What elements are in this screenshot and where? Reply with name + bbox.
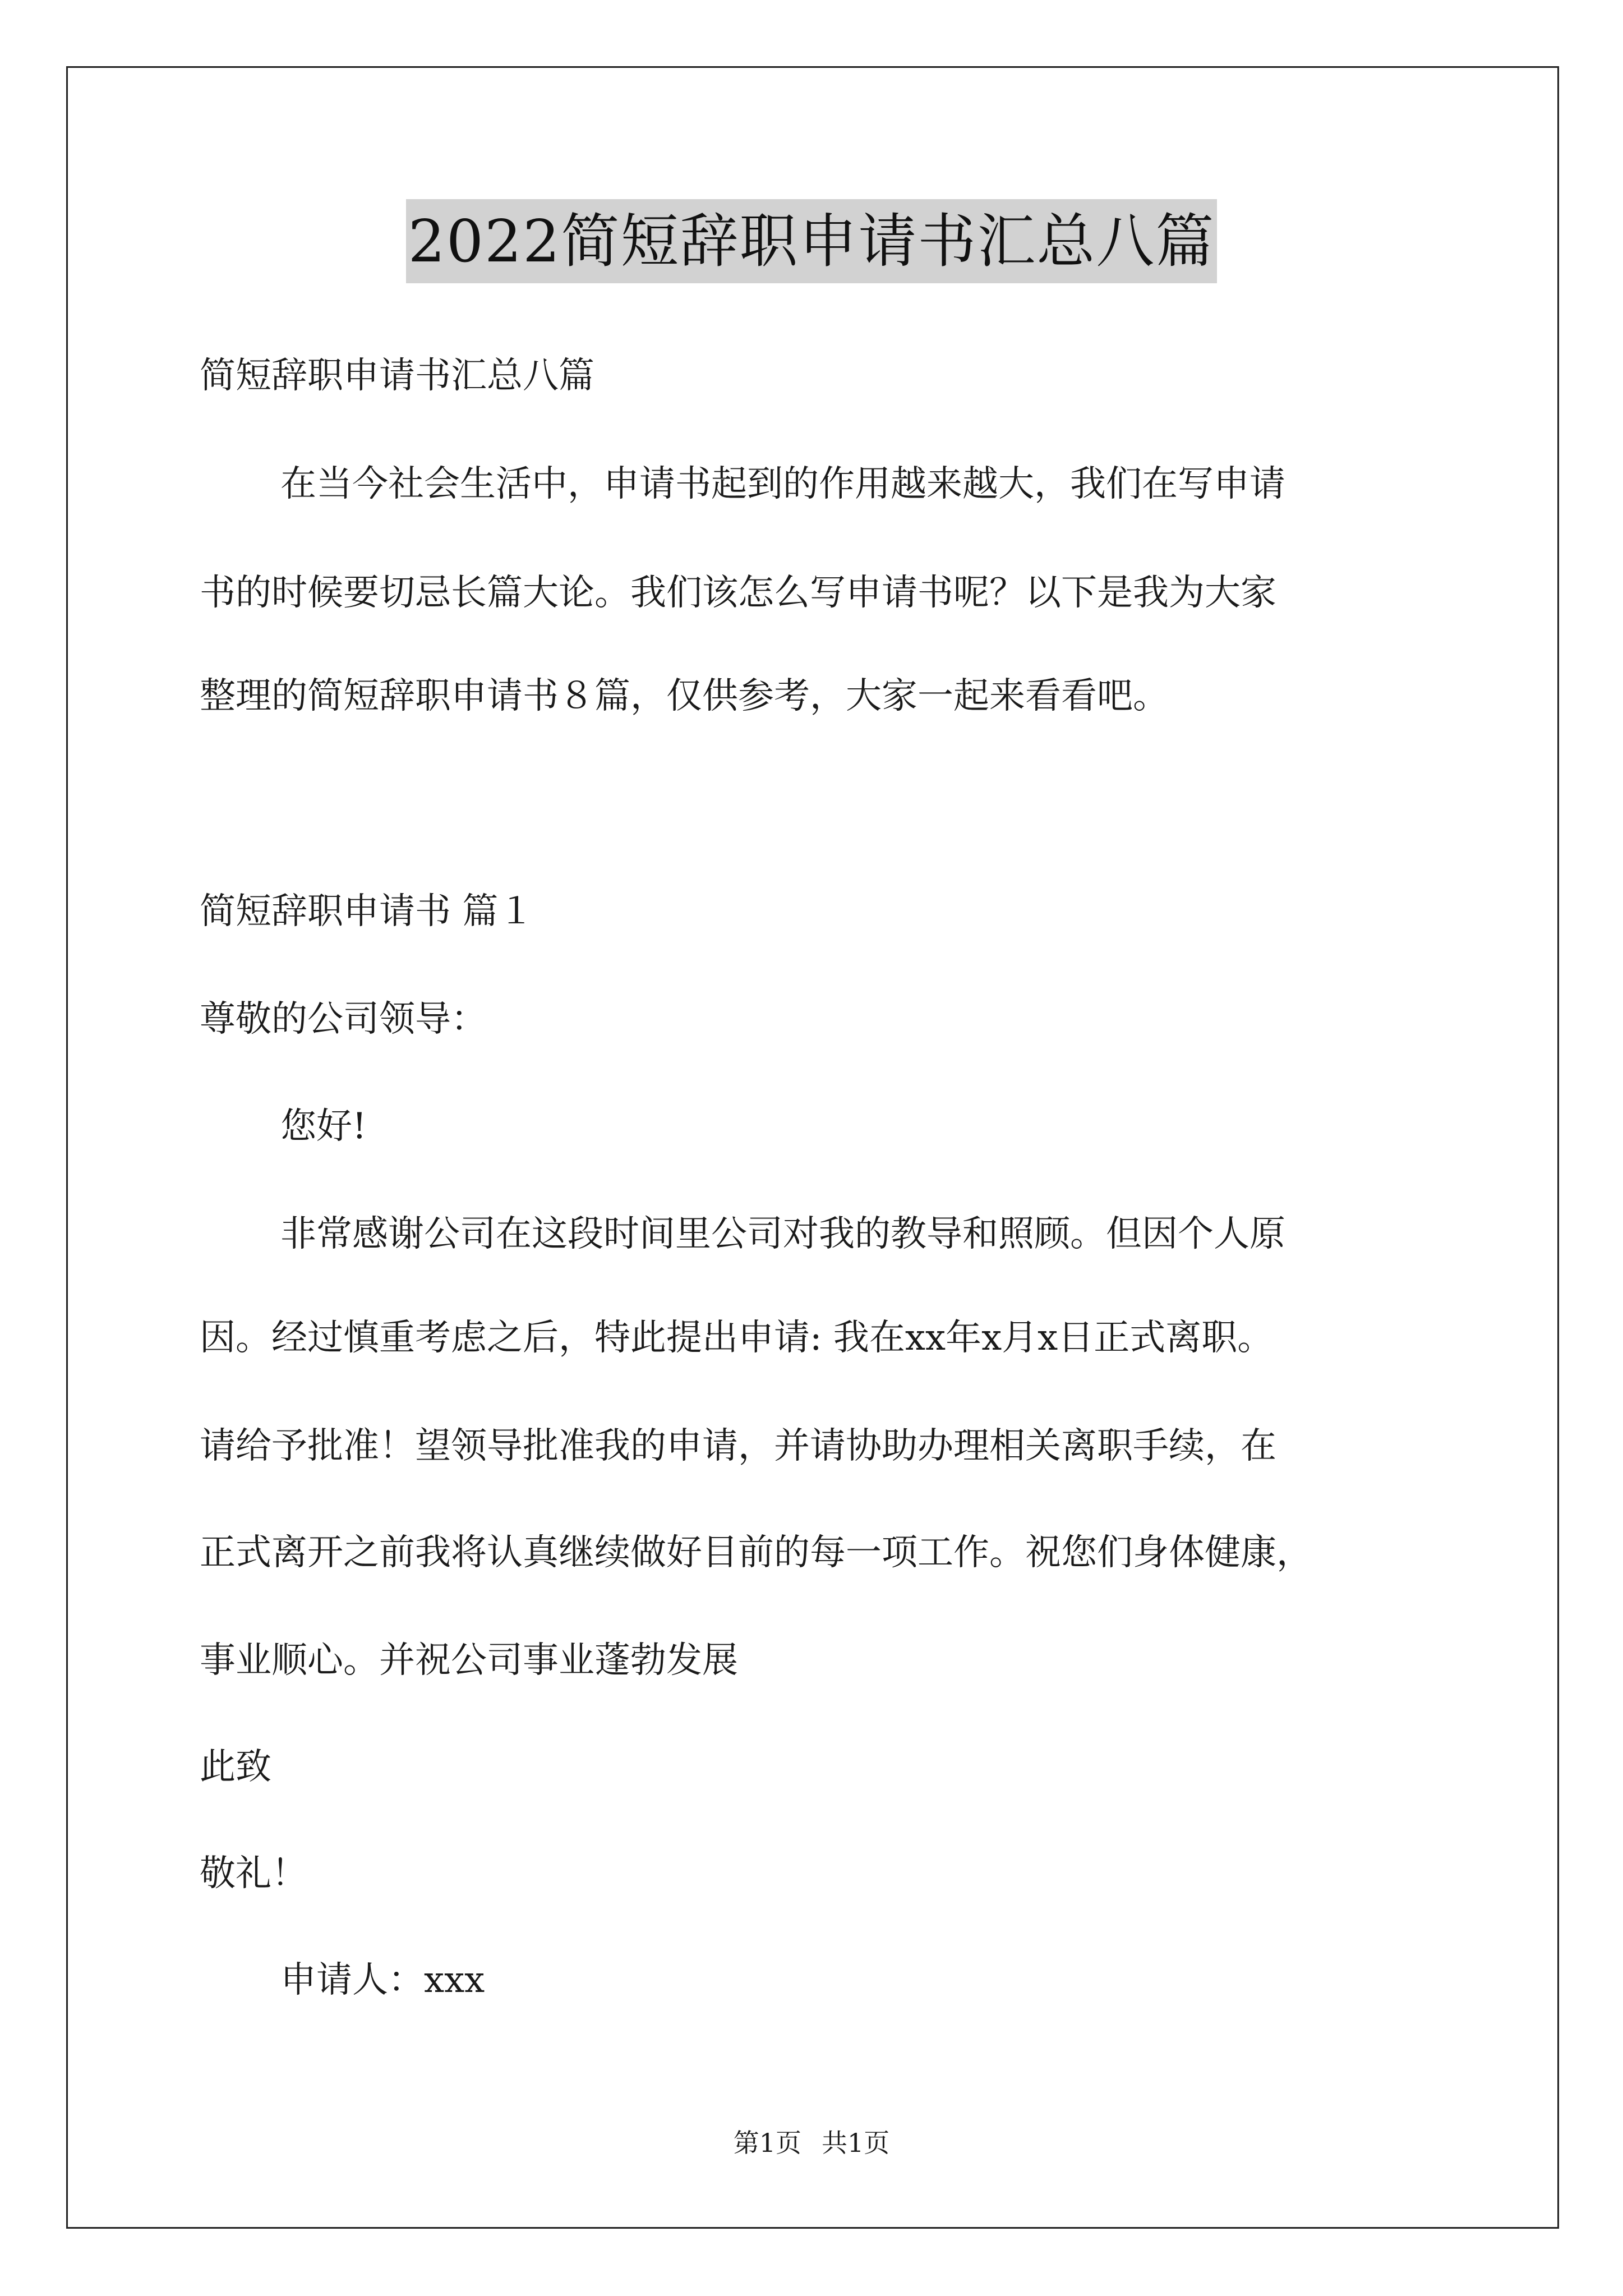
closing-line-1: 此致 bbox=[200, 1746, 271, 1788]
intro-line-1: 在当今社会生活中，申请书起到的作用越来越大，我们在写申请 bbox=[280, 463, 1285, 505]
body-line-2: 因。经过慎重考虑之后，特此提出申请: 我在xx年x月x日正式离职。 bbox=[200, 1317, 1274, 1359]
page-current: 第1页 bbox=[733, 2128, 801, 2158]
body-line-5: 事业顺心。并祝公司事业蓬勃发展 bbox=[200, 1640, 738, 1681]
intro-line-2: 书的时候要切忌长篇大论。我们该怎么写申请书呢？以下是我为大家 bbox=[200, 572, 1276, 614]
title-container bbox=[0, 199, 1623, 283]
page-total: 共1页 bbox=[822, 2128, 890, 2158]
body-line-1: 非常感谢公司在这段时间里公司对我的教导和照顾。但因个人原 bbox=[280, 1213, 1285, 1255]
greeting: 您好! bbox=[280, 1106, 367, 1147]
salutation: 尊敬的公司领导： bbox=[200, 999, 487, 1040]
body-line-4: 正式离开之前我将认真继续做好目前的每一项工作。祝您们身体健康， bbox=[200, 1532, 1312, 1573]
signature-line: 申请人：xxx bbox=[280, 1959, 485, 2001]
document-subtitle: 简短辞职申请书汇总八篇 bbox=[200, 355, 594, 397]
section-heading: 简短辞职申请书 篇１ bbox=[200, 891, 534, 932]
page-footer bbox=[0, 2126, 1623, 2160]
body-line-3: 请给予批准！望领导批准我的申请，并请协助办理相关离职手续，在 bbox=[200, 1425, 1276, 1467]
intro-line-3: 整理的简短辞职申请书８篇，仅供参考，大家一起来看看吧。 bbox=[200, 675, 1169, 717]
closing-line-2: 敬礼！ bbox=[200, 1853, 307, 1894]
document-title: 2022简短辞职申请书汇总八篇 bbox=[406, 199, 1218, 283]
